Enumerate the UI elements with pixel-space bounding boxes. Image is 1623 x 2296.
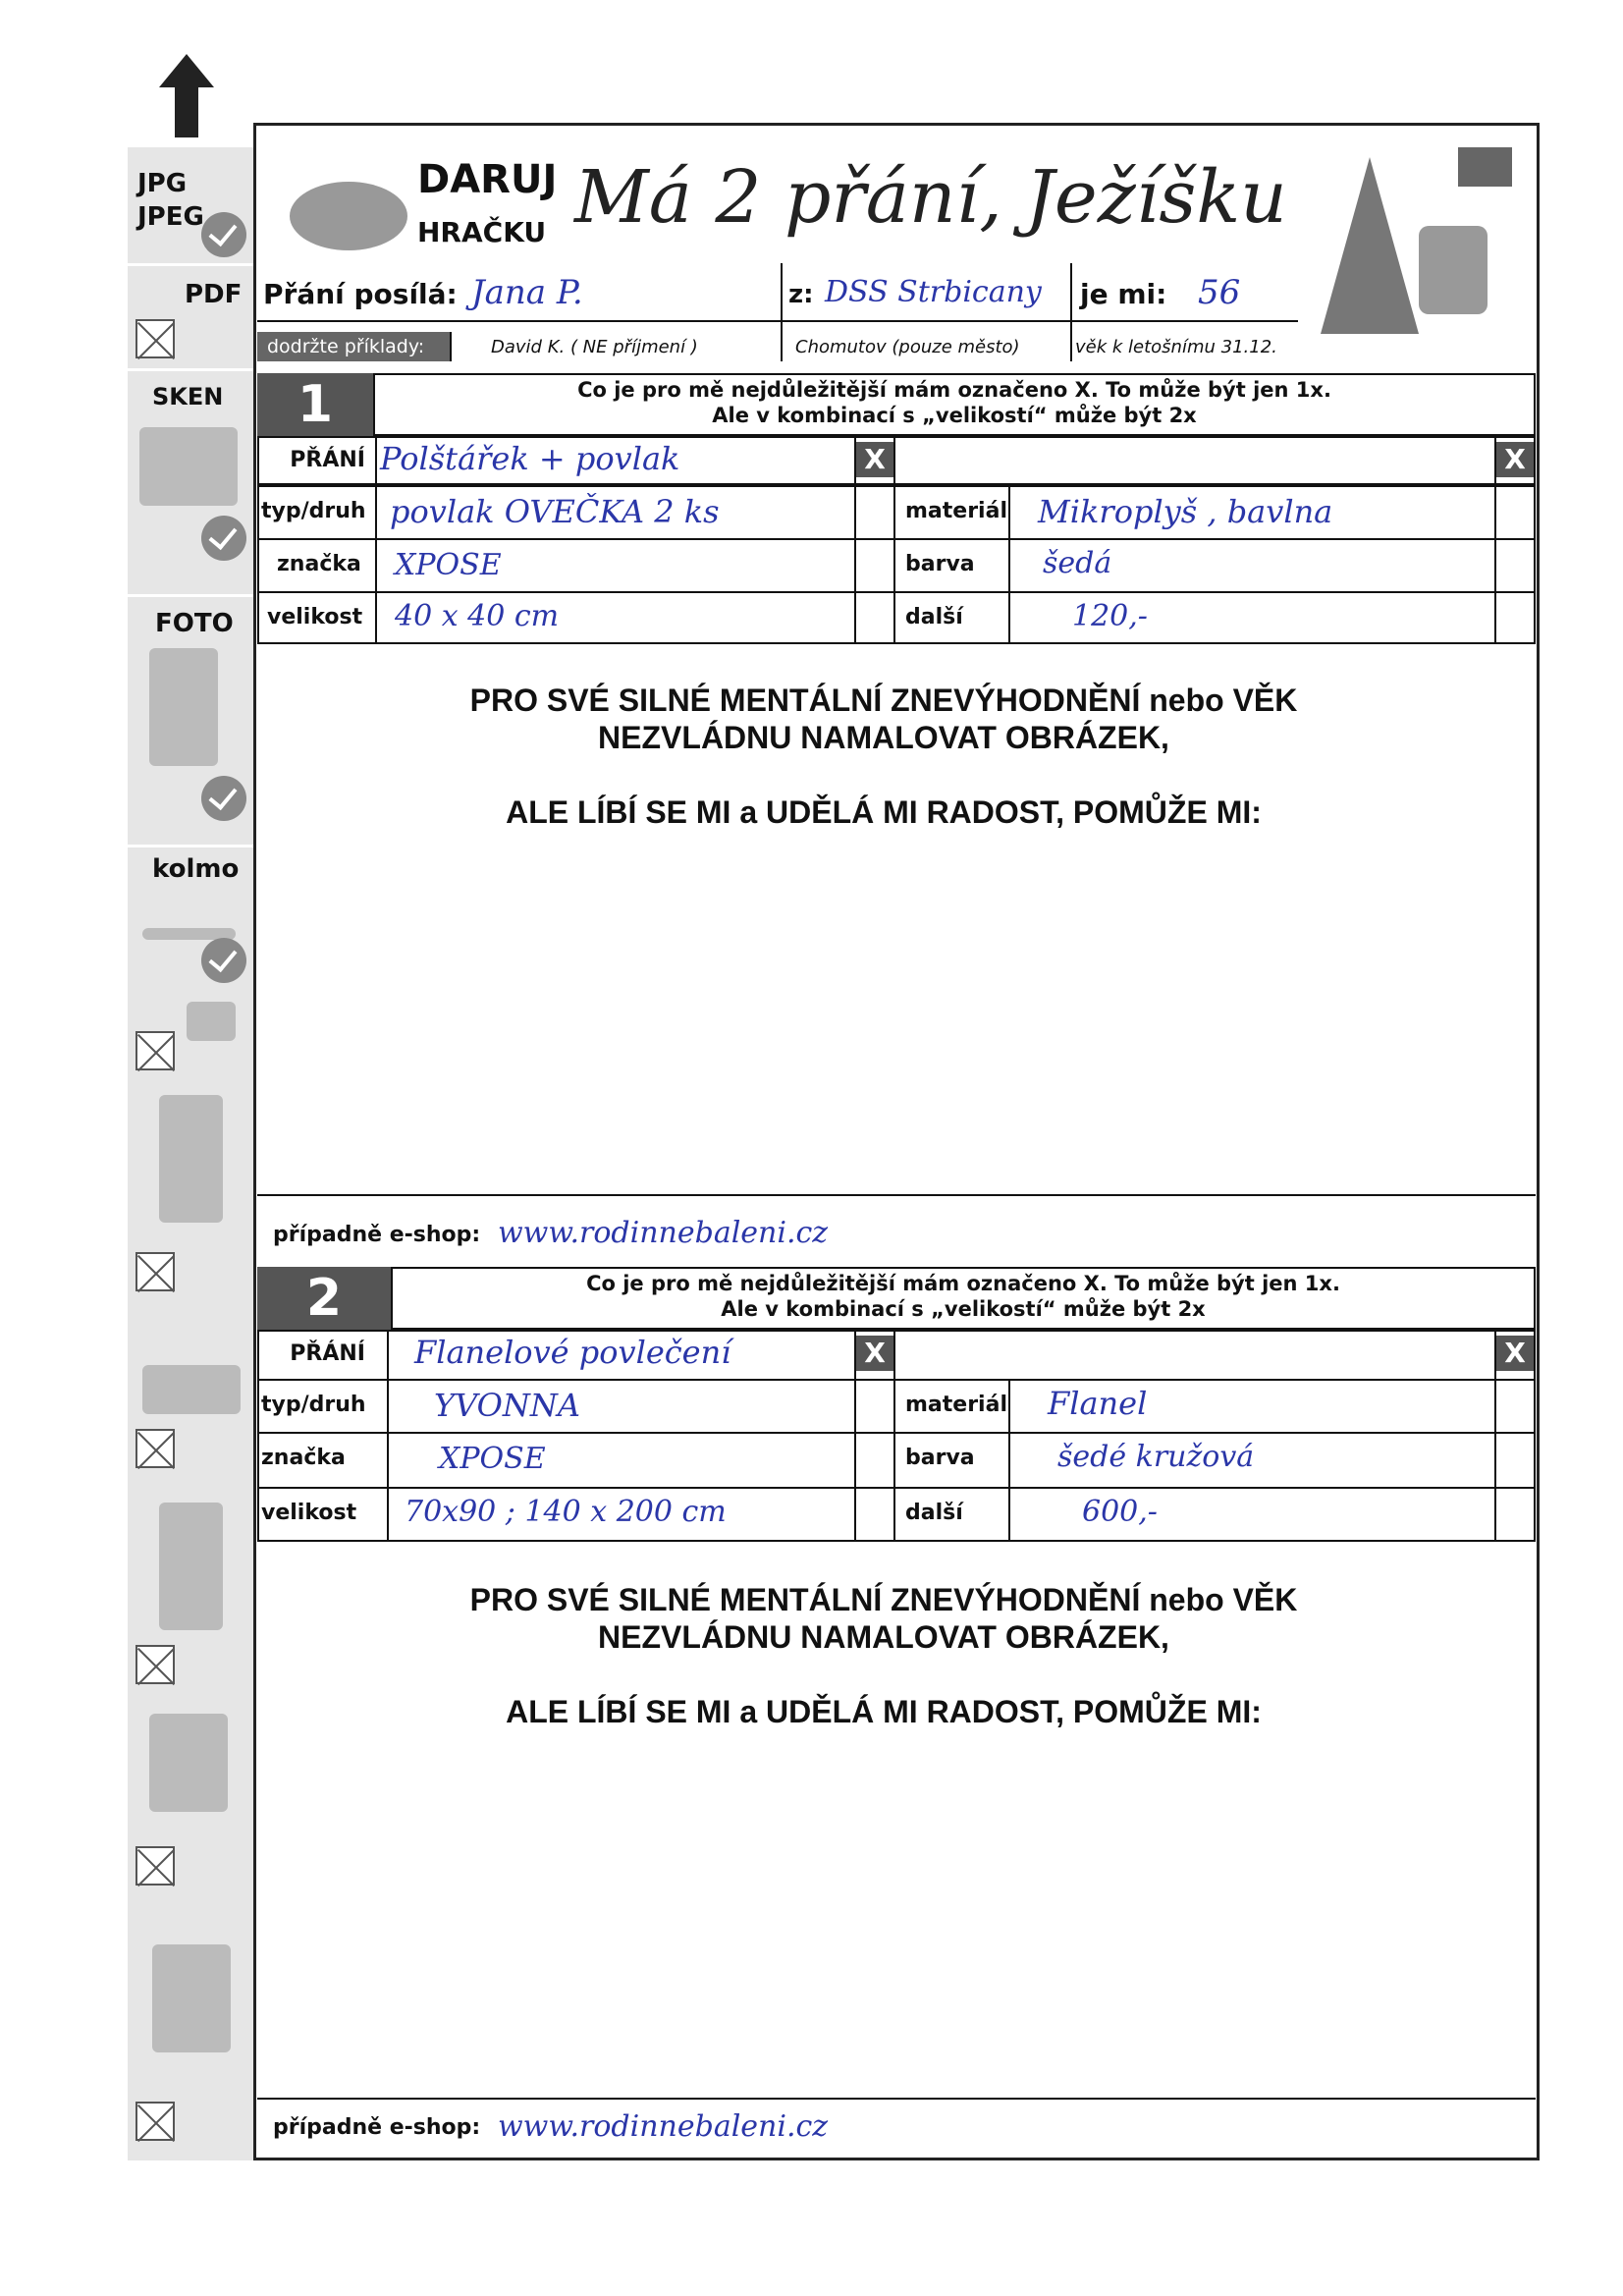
- priority-x-mark-right[interactable]: X: [1496, 442, 1534, 477]
- wish-section-1: [257, 373, 1536, 1257]
- instruction-line2: Ale v kombinací s „velikostí“ může být 2x: [721, 1297, 1206, 1321]
- note-line1: PRO SVÉ SILNÉ MENTÁLNÍ ZNEVÝHODNĚNÍ nebo VĚK: [469, 683, 1298, 718]
- wish-value[interactable]: Polštářek + povlak: [380, 440, 680, 477]
- phone-icon: [159, 1095, 223, 1223]
- other-label: další: [905, 1501, 963, 1525]
- type-label: typ/druh: [261, 1393, 366, 1417]
- example-city: Chomutov (pouze město): [795, 337, 1020, 357]
- note-line1: PRO SVÉ SILNÉ MENTÁLNÍ ZNEVÝHODNĚNÍ nebo VĚK: [469, 1582, 1298, 1617]
- check-icon: [201, 516, 246, 561]
- sidebar-jpg: JPG: [137, 169, 188, 198]
- up-arrow-icon: [157, 54, 216, 137]
- x-box-icon: [135, 1429, 175, 1468]
- material-label: materiál: [905, 1393, 1007, 1417]
- brand-value[interactable]: XPOSE: [395, 548, 502, 582]
- color-label: barva: [905, 552, 975, 576]
- type-value[interactable]: YVONNA: [434, 1387, 581, 1424]
- christmas-tree-illustration: [1311, 137, 1517, 363]
- wish-value[interactable]: Flanelové povlečení: [414, 1334, 731, 1371]
- sidebar-jpeg: JPEG: [137, 202, 204, 232]
- color-label: barva: [905, 1446, 975, 1470]
- x-box-icon: [135, 1846, 175, 1886]
- wish-label: PŘÁNÍ: [290, 448, 365, 472]
- wish-label: PŘÁNÍ: [290, 1341, 365, 1366]
- note-line3: ALE LÍBÍ SE MI a UDĚLÁ MI RADOST, POMŮŽE MI:: [506, 794, 1262, 830]
- phone-landscape-icon: [142, 1365, 241, 1414]
- sender-value[interactable]: Jana P.: [471, 273, 583, 312]
- sidebar-kolmo: kolmo: [152, 854, 240, 884]
- size-label: velikost: [267, 605, 363, 629]
- check-icon: [201, 212, 246, 257]
- priority-x-mark[interactable]: X: [856, 442, 893, 477]
- instruction-line1: Co je pro mě nejdůležitější mám označeno X. To může být jen 1x.: [577, 378, 1331, 402]
- x-box-icon: [135, 1645, 175, 1684]
- size-value[interactable]: 40 x 40 cm: [395, 599, 560, 633]
- sidebar-pdf: PDF: [185, 280, 243, 309]
- brand-value[interactable]: XPOSE: [439, 1442, 546, 1476]
- other-label: další: [905, 605, 963, 629]
- material-label: materiál: [905, 499, 1007, 523]
- brand-label: značka: [277, 552, 361, 576]
- example-age: věk k letošnímu 31.12.: [1075, 337, 1277, 357]
- example-name: David K. ( NE příjmení ): [491, 337, 698, 357]
- priority-x-mark[interactable]: X: [856, 1336, 893, 1371]
- type-label: typ/druh: [261, 499, 366, 523]
- check-icon: [201, 776, 246, 821]
- wish-number: 2: [257, 1267, 391, 1330]
- phone-icon: [159, 1503, 223, 1630]
- sidebar: [128, 147, 253, 2160]
- size-value[interactable]: 70x90 ; 140 x 200 cm: [405, 1495, 727, 1529]
- phone-tilted-icon: [152, 1944, 231, 2052]
- brand-label: značka: [261, 1446, 346, 1470]
- color-value[interactable]: šedá: [1043, 546, 1112, 580]
- logo-line2: HRAČKU: [417, 216, 547, 248]
- x-box-icon: [135, 1252, 175, 1291]
- phone-icon: [149, 648, 218, 766]
- sender-label: Přání posílá:: [263, 278, 458, 310]
- sidebar-foto: FOTO: [155, 609, 234, 638]
- age-value[interactable]: 56: [1198, 273, 1241, 312]
- size-label: velikost: [261, 1501, 357, 1525]
- x-box-icon: [135, 1031, 175, 1070]
- priority-x-mark-right[interactable]: X: [1496, 1336, 1534, 1371]
- x-box-icon: [135, 2102, 175, 2141]
- wish-section-2: [257, 1267, 1536, 2160]
- phone-tilted-icon: [149, 1714, 228, 1812]
- sidebar-sken: SKEN: [152, 383, 224, 410]
- eshop-label: případně e-shop:: [273, 2115, 481, 2140]
- eshop-label: případně e-shop:: [273, 1223, 481, 1247]
- eshop-value[interactable]: www.rodinnebaleni.cz: [498, 1216, 829, 1250]
- note-line3: ALE LÍBÍ SE MI a UDĚLÁ MI RADOST, POMŮŽE MI:: [506, 1694, 1262, 1729]
- color-value[interactable]: šedé kružová: [1057, 1440, 1255, 1474]
- wish-number: 1: [257, 373, 373, 436]
- toy-logo-icon: [290, 182, 407, 250]
- age-label: je mi:: [1080, 278, 1167, 310]
- material-value[interactable]: Flanel: [1048, 1385, 1148, 1422]
- examples-label: dodržte příklady:: [257, 332, 450, 361]
- x-box-icon: [135, 319, 175, 358]
- other-value[interactable]: 120,-: [1072, 599, 1148, 633]
- note-line2: NEZVLÁDNU NAMALOVAT OBRÁZEK,: [598, 1619, 1169, 1655]
- page-title: Má 2 přání, Ježíšku: [574, 155, 1287, 240]
- scanner-icon: [139, 427, 238, 506]
- eshop-value[interactable]: www.rodinnebaleni.cz: [498, 2109, 829, 2144]
- check-icon: [201, 938, 246, 983]
- note-line2: NEZVLÁDNU NAMALOVAT OBRÁZEK,: [598, 720, 1169, 755]
- from-label: z:: [788, 280, 814, 309]
- type-value[interactable]: povlak OVEČKA 2 ks: [390, 493, 720, 530]
- instruction-line2: Ale v kombinací s „velikostí“ může být 2x: [712, 404, 1197, 427]
- instruction-line1: Co je pro mě nejdůležitější mám označeno X. To může být jen 1x.: [586, 1272, 1340, 1295]
- tilted-scan-icon: [187, 1002, 236, 1041]
- other-value[interactable]: 600,-: [1082, 1495, 1158, 1529]
- material-value[interactable]: Mikroplyš , bavlna: [1038, 493, 1333, 530]
- logo-line1: DARUJ: [417, 157, 558, 202]
- from-value[interactable]: DSS Strbicany: [825, 275, 1042, 309]
- logo: [290, 147, 558, 255]
